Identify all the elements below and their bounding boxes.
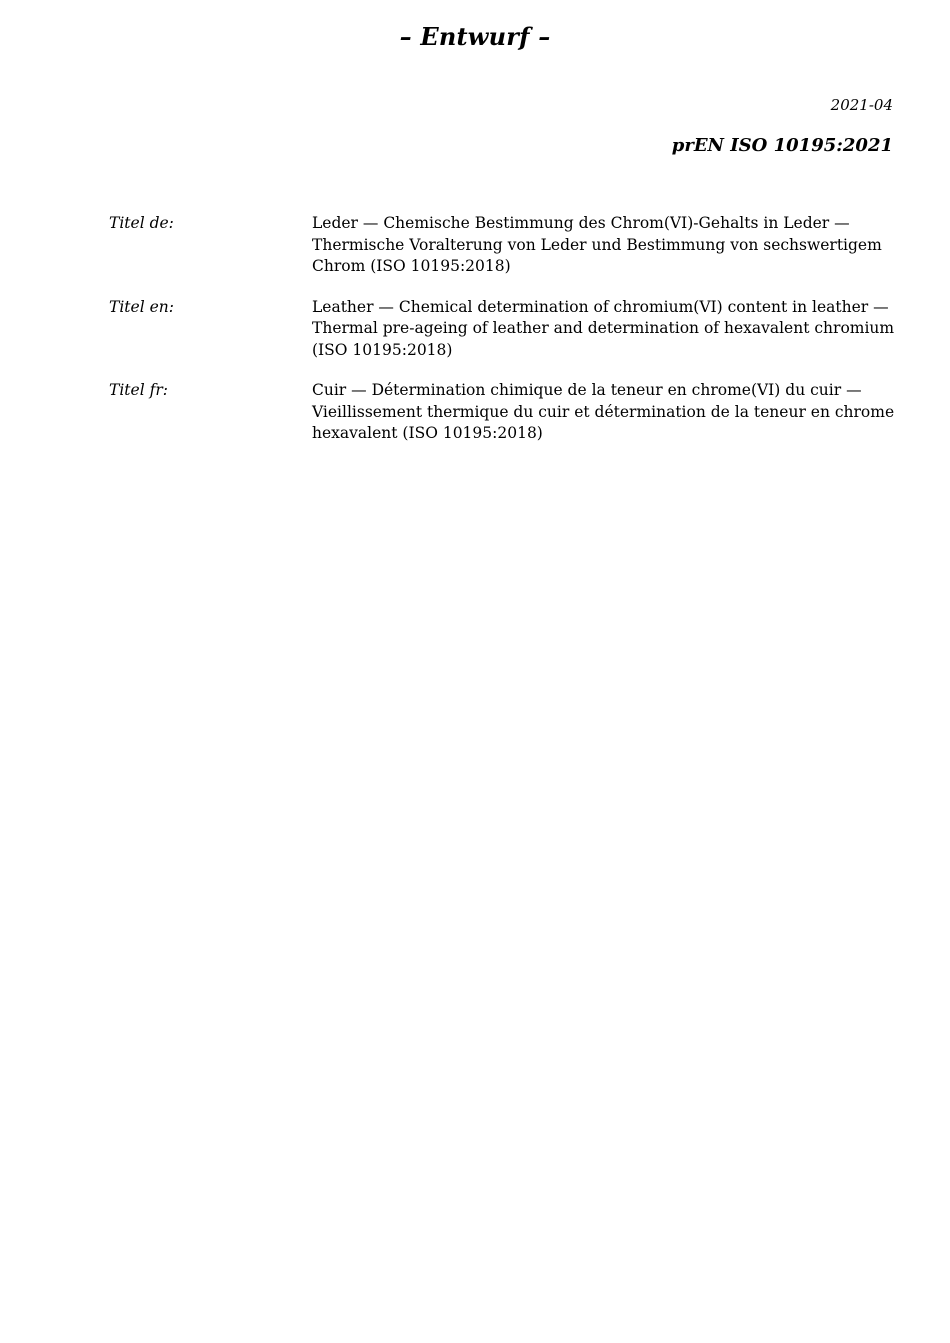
title-table	[109, 213, 899, 464]
title-label-fr: Titel fr:	[109, 381, 168, 399]
title-label-de: Titel de:	[109, 214, 174, 232]
issue-date: 2021-04	[830, 96, 893, 114]
title-row-de	[109, 213, 899, 278]
title-text-en: Leather — Chemical determination of chromium(VI) content in leather — Thermal pre-ageing of leather and determination of hexavalent chromium (ISO 10195:2018)	[312, 297, 895, 359]
title-text-de: Leder — Chemische Bestimmung des Chrom(VI)-Gehalts in Leder — Thermische Voralterung von Leder und Bestimmung von sechswertigem Chrom (ISO 10195:2018)	[312, 214, 882, 275]
title-label-en: Titel en:	[109, 297, 174, 316]
draft-watermark-heading: – Entwurf –	[399, 22, 551, 51]
title-row-fr	[109, 380, 899, 445]
document-number: prEN ISO 10195:2021	[671, 135, 893, 156]
title-row-en	[109, 297, 899, 362]
title-text-fr: Cuir — Détermination chimique de la teneur en chrome(VI) du cuir — Vieillissement thermique du cuir et détermination de la teneur en chrome hexavalent (ISO 10195:2018)	[312, 381, 895, 442]
